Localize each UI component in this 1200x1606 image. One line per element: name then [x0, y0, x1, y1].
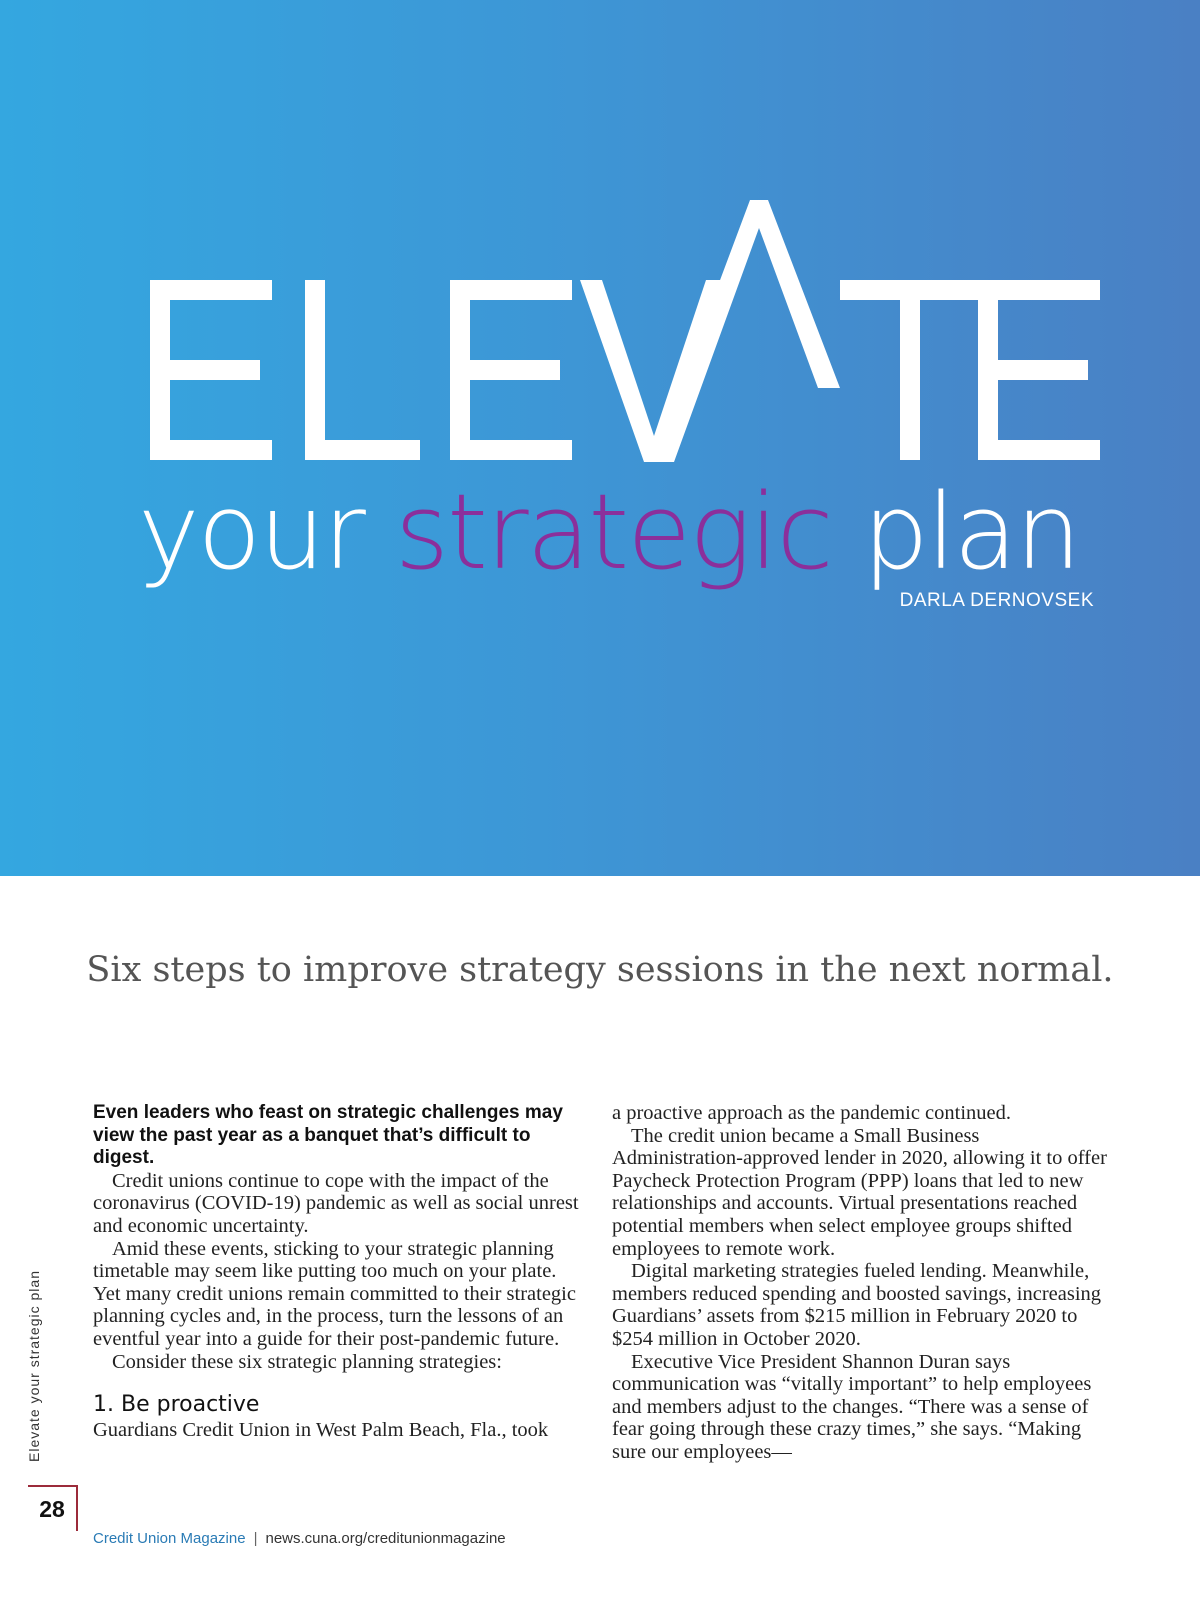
body-paragraph: a proactive approach as the pandemic continued.	[612, 1102, 1012, 1124]
hero-subtitle	[138, 471, 1098, 593]
elevate-wordmark	[150, 200, 1100, 480]
subtitle-your: your	[138, 471, 364, 593]
body-paragraph: Credit unions continue to cope with the impact of the coronavirus (COVID-19) pandemic as well as social unrest and economic uncertainty.	[93, 1169, 579, 1237]
magazine-name: Credit Union Magazine	[93, 1530, 246, 1547]
right-column	[612, 1102, 1107, 1464]
footer-separator: |	[253, 1530, 258, 1547]
subtitle-plan: plan	[862, 471, 1080, 593]
side-running-head	[26, 1262, 46, 1462]
page-number: 28	[28, 1485, 78, 1531]
body-paragraph: Consider these six strategic planning strategies:	[112, 1350, 502, 1373]
side-running-head-text: Elevate your strategic plan	[26, 1270, 42, 1462]
article-deck: Six steps to improve strategy sessions in the next normal.	[86, 950, 1114, 990]
subtitle-strategic: strategic	[394, 471, 832, 593]
body-paragraph: Digital marketing strategies fueled lending. Meanwhile, members reduced spending and boosted savings, increasing Guardians’ assets from $215 million in February 2020 to $254 million in October 2020.	[612, 1260, 1102, 1350]
lead-paragraph: Even leaders who feast on strategic challenges may view the past year as a banquet that’s difficult to digest.	[93, 1102, 563, 1169]
elevate-title	[150, 200, 1100, 480]
body-paragraph: Executive Vice President Shannon Duran says communication was “vitally important” to help employees and members adjust to the changes. “There was a sense of fear going through these crazy times,” she says. “Making sure our employees—	[612, 1350, 1092, 1463]
body-paragraph: The credit union became a Small Business Administration-approved lender in 2020, allowing it to offer Paycheck Protection Program (PPP) loans that led to new relationships and accounts. Virtual presentations reached potential members when select employee groups shifted employees to remote work.	[612, 1124, 1107, 1260]
left-column	[93, 1102, 588, 1442]
section-heading: 1. Be proactive	[93, 1392, 260, 1418]
magazine-url[interactable]: news.cuna.org/creditunionmagazine	[265, 1530, 506, 1547]
body-paragraph: Guardians Credit Union in West Palm Beach, Fla., took	[93, 1419, 549, 1442]
body-paragraph: Amid these events, sticking to your strategic planning timetable may seem like putting too much on your plate. Yet many credit unions remain committed to their strategic planning cycles and, in the process, turn the lessons of an eventful year into a guide for their post-pandemic future.	[93, 1237, 576, 1350]
author-byline: DARLA DERNOVSEK	[899, 590, 1094, 611]
page-footer	[93, 1530, 506, 1547]
